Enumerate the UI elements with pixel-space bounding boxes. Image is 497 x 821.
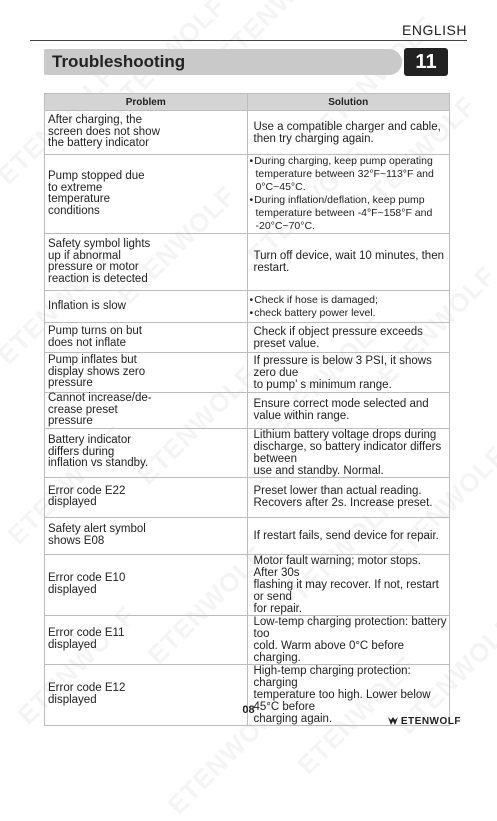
table-row bbox=[45, 111, 450, 155]
table-row bbox=[45, 234, 450, 291]
problem-text-line: displayed bbox=[48, 496, 97, 508]
solution-text-line: If pressure is below 3 PSI, it shows zero due bbox=[253, 354, 432, 379]
problem-cell bbox=[45, 353, 248, 393]
problem-cell bbox=[45, 155, 248, 234]
page-number: 08 bbox=[242, 704, 255, 716]
solution-cell bbox=[247, 155, 450, 234]
problem-text-line: Safety alert symbol bbox=[48, 523, 146, 535]
problem-cell bbox=[45, 517, 248, 554]
solution-cell bbox=[247, 393, 450, 429]
table-row bbox=[45, 428, 450, 477]
problem-text-line: Error code E12 bbox=[48, 682, 126, 694]
problem-text-line: displayed bbox=[48, 638, 97, 651]
solution-bullet: • During inflation/deflation, keep pump bbox=[250, 194, 448, 207]
problem-cell bbox=[45, 393, 248, 429]
solution-bullet-continuation: temperature between 32°F~113°F and 0°C~45°C. bbox=[255, 168, 434, 193]
solution-text-line: Recovers after 2s. Increase preset. bbox=[253, 497, 433, 509]
table-row bbox=[45, 323, 450, 353]
solution-text-line: for repair. bbox=[253, 602, 303, 615]
problem-cell bbox=[45, 323, 248, 353]
solution-text-line: Preset lower than actual reading. bbox=[253, 485, 422, 497]
problem-text-line: temperature bbox=[48, 193, 111, 205]
solution-cell bbox=[247, 111, 450, 155]
problem-text-line: the battery indicator bbox=[48, 137, 150, 150]
solution-text-line: charging again. bbox=[253, 712, 333, 725]
column-header-solution: Solution bbox=[247, 94, 450, 111]
problem-text-line: shows E08 bbox=[48, 534, 105, 547]
section-number-badge: 11 bbox=[404, 48, 448, 76]
solution-cell bbox=[247, 323, 450, 353]
solution-text-line: Low-temp charging protection: battery too bbox=[253, 615, 447, 640]
section-title-bar bbox=[44, 49, 402, 75]
problem-text-line: Pump turns on but bbox=[48, 325, 142, 337]
problem-text-line: After charging, the bbox=[48, 114, 142, 127]
problem-text-line: does not inflate bbox=[48, 336, 127, 349]
problem-text-line: crease preset bbox=[48, 403, 118, 416]
solution-text-line: Ensure correct mode selected and bbox=[253, 398, 429, 411]
problem-cell bbox=[45, 111, 248, 155]
table-row bbox=[45, 615, 450, 664]
table-row bbox=[45, 155, 450, 234]
problem-text-line: pressure or motor bbox=[48, 261, 139, 273]
solution-text-line: High-temp charging protection: charging bbox=[253, 664, 411, 689]
solution-cell bbox=[247, 554, 450, 615]
table-header-row bbox=[45, 94, 450, 111]
solution-text-line: cold. Warm above 0°C before charging. bbox=[253, 639, 405, 664]
column-header-problem: Problem bbox=[45, 94, 248, 111]
solution-text-line: to pump’ s minimum range. bbox=[253, 378, 392, 391]
problem-text-line: screen does not show bbox=[48, 125, 160, 138]
problem-cell bbox=[45, 234, 248, 291]
wolf-logo-icon bbox=[388, 717, 398, 725]
solution-text-line: Lithium battery voltage drops during bbox=[253, 428, 437, 441]
solution-cell bbox=[247, 477, 450, 517]
problem-text-line: Inflation is slow bbox=[48, 299, 126, 312]
problem-text-line: pressure bbox=[48, 377, 93, 390]
solution-cell bbox=[247, 428, 450, 477]
problem-text-line: display shows zero bbox=[48, 365, 146, 378]
troubleshooting-table bbox=[44, 93, 450, 726]
section-title: Troubleshooting bbox=[52, 52, 186, 71]
solution-text-line: Turn off device, wait 10 minutes, then restart. bbox=[253, 250, 444, 274]
solution-bullet: • During charging, keep pump operating bbox=[250, 155, 448, 168]
problem-text-line: up if abnormal bbox=[48, 249, 121, 262]
solution-text-line: temperature too high. Lower below 45°C before bbox=[253, 688, 431, 713]
table-row bbox=[45, 517, 450, 554]
problem-cell bbox=[45, 477, 248, 517]
problem-text-line: Error code E10 bbox=[48, 572, 126, 584]
language-label: ENGLISH bbox=[402, 22, 467, 38]
problem-text-line: pressure bbox=[48, 415, 93, 427]
solution-cell bbox=[247, 517, 450, 554]
problem-text-line: conditions bbox=[48, 204, 100, 217]
problem-text-line: Error code E11 bbox=[48, 627, 125, 639]
problem-text-line: Battery indicator bbox=[48, 434, 132, 447]
solution-text-line: flashing it may recover. If not, restart or send bbox=[253, 578, 439, 603]
problem-text-line: inflation vs standby. bbox=[48, 457, 149, 470]
solution-text-line: use and standby. Normal. bbox=[253, 464, 384, 477]
table-row bbox=[45, 353, 450, 393]
problem-text-line: differs during bbox=[48, 445, 115, 458]
solution-bullet-continuation: temperature between -4°F~158°F and -20°C~70°C. bbox=[255, 207, 433, 232]
problem-text-line: Pump stopped due bbox=[48, 170, 145, 182]
logo-text: ETENWOLF bbox=[400, 716, 461, 727]
table-row bbox=[45, 393, 450, 429]
solution-text-line: Check if object pressure exceeds preset value. bbox=[253, 325, 423, 350]
problem-text-line: Safety symbol lights bbox=[48, 238, 151, 250]
solution-cell bbox=[247, 353, 450, 393]
solution-cell bbox=[247, 234, 450, 291]
problem-cell bbox=[45, 615, 248, 664]
problem-text-line: displayed bbox=[48, 583, 97, 596]
solution-text-line: value within range. bbox=[253, 410, 350, 423]
solution-bullet: • Check if hose is damaged; bbox=[250, 294, 448, 307]
problem-cell bbox=[45, 554, 248, 615]
table-row bbox=[45, 291, 450, 323]
brand-logo bbox=[388, 716, 461, 727]
solution-text-line: Use a compatible charger and cable, bbox=[253, 120, 441, 133]
solution-text-line: If restart fails, send device for repair. bbox=[253, 529, 439, 542]
solution-text-line: discharge, so battery indicator differs between bbox=[253, 440, 442, 465]
problem-cell bbox=[45, 291, 248, 323]
solution-bullet: • check battery power level. bbox=[250, 307, 448, 320]
problem-cell bbox=[45, 428, 248, 477]
problem-text-line: displayed bbox=[48, 693, 97, 706]
problem-text-line: to extreme bbox=[48, 181, 103, 194]
table-row bbox=[45, 554, 450, 615]
problem-text-line: reaction is detected bbox=[48, 272, 148, 285]
solution-text-line: Motor fault warning; motor stops. After 30s bbox=[253, 554, 421, 579]
table-row bbox=[45, 477, 450, 517]
solution-cell bbox=[247, 615, 450, 664]
problem-text-line: Pump inflates but bbox=[48, 354, 137, 367]
header-divider bbox=[30, 40, 467, 41]
problem-text-line: Error code E22 bbox=[48, 484, 126, 497]
problem-text-line: Cannot increase/de- bbox=[48, 392, 152, 404]
solution-text-line: then try charging again. bbox=[253, 132, 374, 145]
solution-cell bbox=[247, 291, 450, 323]
